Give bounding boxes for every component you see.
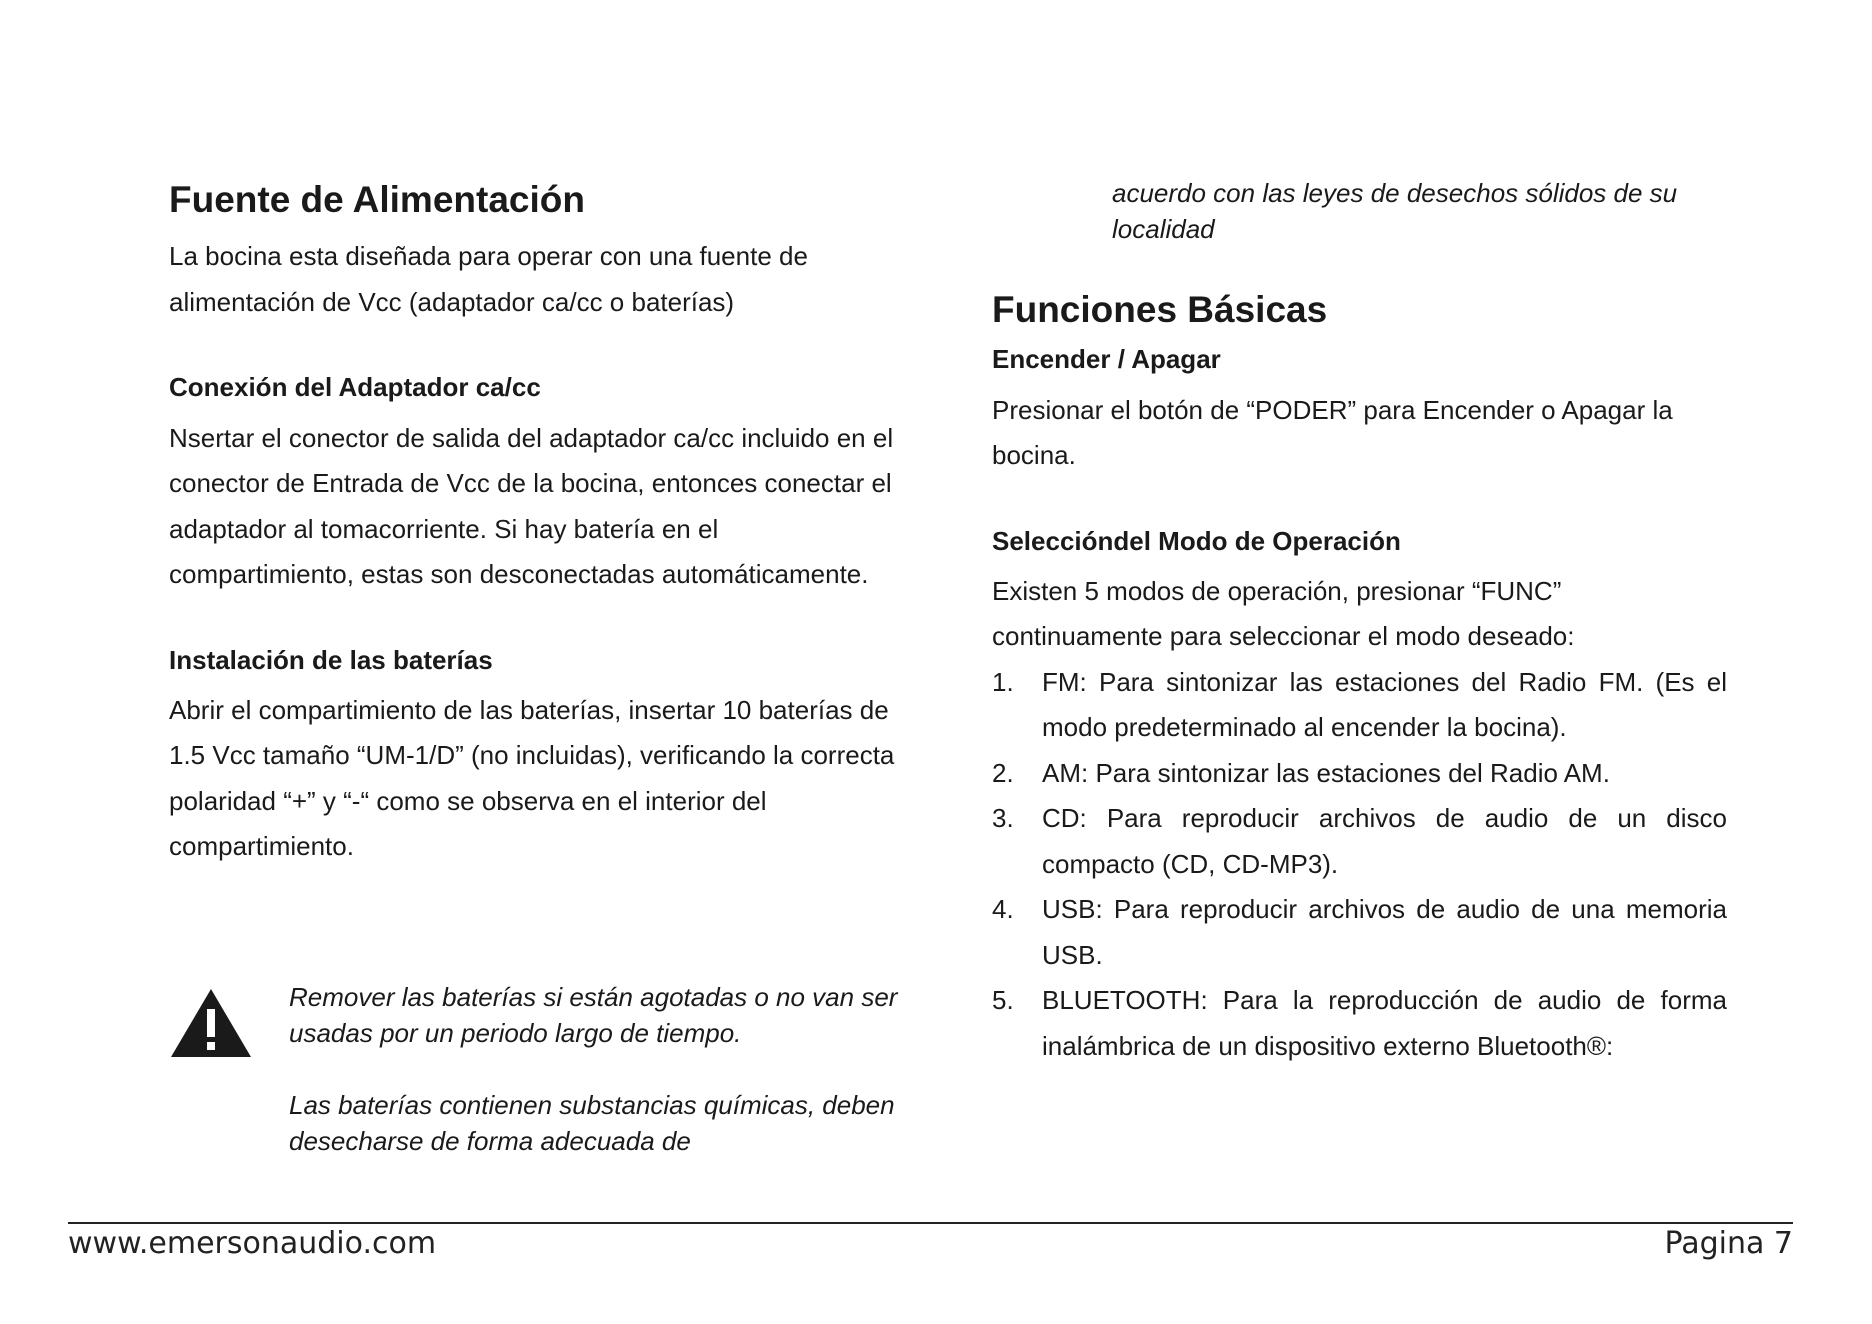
- list-item: 2. AM: Para sintonizar las estaciones del Radio AM.: [992, 757, 1610, 788]
- battery-text: Abrir el compartimiento de las baterías, insertar 10 baterías de 1.5 Vcc tamaño “UM-1/D” (no incluidas), verificando la correcta polaridad “+” y “-“ como se observa en el interior del compartimiento.: [169, 694, 895, 862]
- basic-functions-title: Funciones Básicas: [992, 289, 1328, 330]
- footer-divider: [68, 1222, 1793, 1224]
- list-item: 5. BLUETOOTH: Para la reproducción de audio de forma inalámbrica de un dispositivo externo Bluetooth®:: [992, 985, 1727, 1061]
- power-supply-title: Fuente de Alimentación: [169, 179, 585, 220]
- disposal-continuation: acuerdo con las leyes de desechos sólidos de su localidad: [1112, 178, 1678, 244]
- right-column: [992, 178, 1727, 1069]
- adapter-text: Nsertar el conector de salida del adaptador ca/cc incluido en el conector de Entrada de Vcc de la bocina, entonces conectar el adaptador al tomacorriente. Si hay batería en el compartimiento, estas son desconectadas automáticamente.: [169, 422, 894, 590]
- battery-heading: Instalación de las baterías: [169, 644, 493, 675]
- adapter-heading: Conexión del Adaptador ca/cc: [169, 372, 541, 403]
- list-item: 4. USB: Para reproducir archivos de audio de una memoria USB.: [992, 894, 1727, 970]
- power-supply-intro: La bocina esta diseñada para operar con una fuente de alimentación de Vcc (adaptador ca/cc o baterías): [169, 241, 808, 317]
- power-heading: Encender / Apagar: [992, 344, 1221, 375]
- list-item: 3. CD: Para reproducir archivos de audio de un disco compacto (CD, CD-MP3).: [992, 803, 1727, 879]
- list-item: 1. FM: Para sintonizar las estaciones del Radio FM. (Es el modo predeterminado al encender la bocina).: [992, 666, 1727, 743]
- left-column: [169, 178, 909, 1156]
- mode-list: [992, 660, 1727, 1070]
- footer-page-number: Pagina 7: [1664, 1226, 1793, 1261]
- footer-website: www.emersonaudio.com: [68, 1226, 437, 1261]
- mode-heading: Seleccióndel Modo de Operación: [992, 525, 1401, 556]
- warning-text-1: Remover las baterías si están agotadas o no van ser usadas por un periodo largo de tiempo.: [289, 982, 898, 1048]
- warning-triangle-icon: [169, 987, 253, 1059]
- power-text: Presionar el botón de “PODER” para Encender o Apagar la bocina.: [992, 394, 1673, 471]
- mode-text: Existen 5 modos de operación, presionar “FUNC” continuamente para seleccionar el modo deseado:: [992, 575, 1575, 652]
- warning-text-2: Las baterías contienen substancias químicas, deben desecharse de forma adecuada de: [289, 1090, 895, 1156]
